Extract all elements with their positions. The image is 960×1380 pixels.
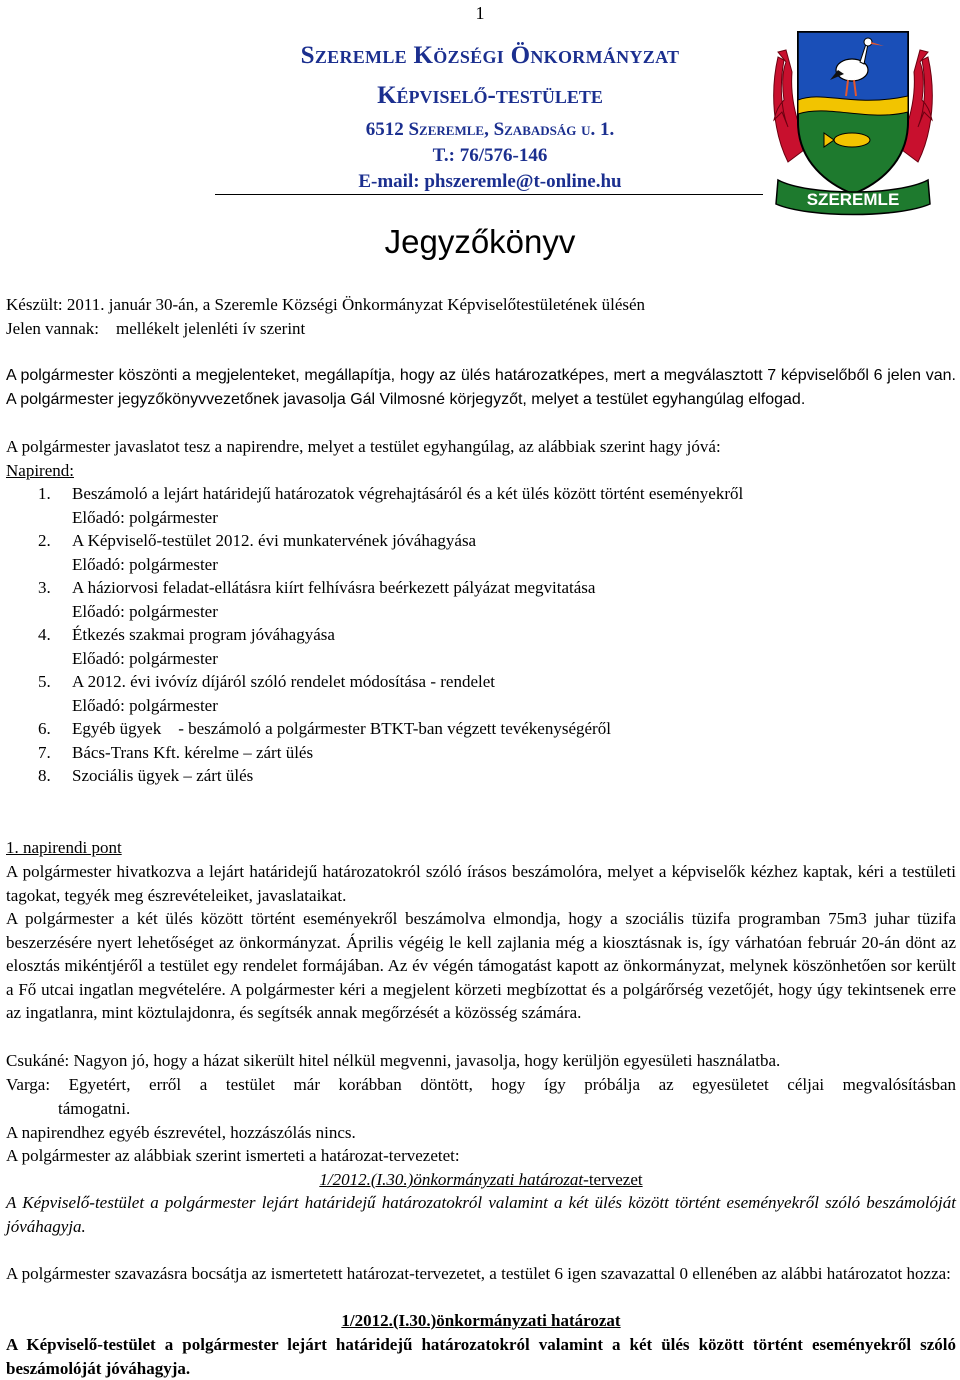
presenter: Előadó: polgármester xyxy=(72,507,218,527)
coat-of-arms-icon xyxy=(768,12,938,222)
comment-csukane: Csukáné: Nagyon jó, hogy a házat sikerült hitel nélkül megvenni, javasolja, hogy kerüljön egyesületi használatba. xyxy=(6,1051,781,1070)
section-paragraph-2: A polgármester a két ülés között történt eseményekről beszámolva elmondja, hogy a szociális tüzifa programban 75m3 juhar tüzifa beszerzésére nyert lehetőséget az önkormányzat. Április végéig le kell zajlania még a kiosztásnak is, így várhatóan február 20-án dönt az elosztás mikéntjéről a testület egy rendelet formájában. Az év végén támogatást kapott az önkormányzat, melynek köszönhetően sor került a Fő utcai ingatlan megvételére. A polgármester kéri a megjelent körzeti megbízottat és a polgárőrség vezetőjét, hogy úgy tekintsenek erre az ingatlanra, mint köztulajdonra, és segítsék annak megőrzését a közösség számára. xyxy=(6,909,956,1022)
draft-intro: A polgármester az alábbiak szerint ismerteti a határozat-tervezetet: xyxy=(6,1146,460,1165)
svg-text:SZEREMLE: SZEREMLE xyxy=(806,190,900,209)
presenter: Előadó: polgármester xyxy=(72,695,218,715)
page-number: 1 xyxy=(475,3,485,23)
comment-varga: Varga: Egyetért, erről a testület már korábban döntött, hogy így próbálja az egyesületet céljai megvalósításban xyxy=(6,1075,956,1094)
header-divider xyxy=(215,194,763,195)
document-title: Jegyzőkönyv xyxy=(384,223,576,260)
list-item: 7. Bács-Trans Kft. kérelme – zárt ülés xyxy=(38,742,314,762)
intro-present: Jelen vannak: mellékelt jelenléti ív szerint xyxy=(6,319,306,338)
list-item: 1. Beszámoló a lejárt határidejű határozatok végrehajtásáról és a két ülés között történt eseményekről Előadó: polgármester xyxy=(38,484,744,527)
resolution-title: 1/2012.(I.30.)önkormányzati határozat xyxy=(341,1311,621,1330)
org-address: 6512 Szeremle, Szabadság u. 1. xyxy=(365,119,615,140)
intro-prepared: Készült: 2011. január 30-án, a Szeremle Községi Önkormányzat Képviselőtestületének ülésén xyxy=(6,295,646,314)
draft-text: A Képviselő-testület a polgármester lejárt határidejű határozatokról valamint a két ülés között történt eseményekről szóló beszámolóját jóváhagyja. xyxy=(6,1193,956,1236)
section-heading: 1. napirendi pont xyxy=(6,838,122,857)
list-item: 3. A háziorvosi feladat-ellátásra kiírt felhívásra beérkezett pályázat megvitatása Előadó: polgármester xyxy=(38,578,596,621)
agenda-label: Napirend: xyxy=(6,461,74,480)
list-item: 4. Étkezés szakmai program jóváhagyása Előadó: polgármester xyxy=(38,625,335,668)
org-name-line1: Szeremle Községi Önkormányzat xyxy=(300,42,680,69)
presenter: Előadó: polgármester xyxy=(72,601,218,621)
org-email: E-mail: phszeremle@t-online.hu xyxy=(358,171,622,192)
section-paragraph-1: A polgármester hivatkozva a lejárt határidejű határozatokról szóló írásos beszámolóra, melyet a képviselők kézhez kaptak, kéri a testületi tagokat, tegyék meg észrevételeiket, javaslataikat. xyxy=(6,862,956,905)
comment-varga-cont: támogatni. xyxy=(58,1099,131,1118)
agenda-intro: A polgármester javaslatot tesz a napirendre, melyet a testület egyhangúlag, az alábbiak szerint hagy jóvá: xyxy=(6,437,721,456)
opening-paragraph: A polgármester köszönti a megjelenteket, megállapítja, hogy az ülés határozatképes, mert a megválasztott 7 képviselőből 6 jelen van. A polgármester jegyzőkönyvvezetőnek javasolja Gál Vilmosné körjegyzőt, melyet a testület egyhangúlag elfogad. xyxy=(6,367,956,408)
org-name-line2: Képviselő-testülete xyxy=(377,82,603,109)
presenter: Előadó: polgármester xyxy=(72,554,218,574)
agenda-list xyxy=(6,482,956,788)
list-item: 2. A Képviselő-testület 2012. évi munkatervének jóváhagyása Előadó: polgármester xyxy=(38,531,477,574)
no-comments: A napirendhez egyéb észrevétel, hozzászólás nincs. xyxy=(6,1123,356,1142)
org-phone: T.: 76/576-146 xyxy=(432,145,548,166)
list-item: 5. A 2012. évi ivóvíz díjáról szóló rendelet módosítása - rendelet Előadó: polgármester xyxy=(38,672,495,715)
list-item: 6. Egyéb ügyek - beszámoló a polgármester BTKT-ban végzett tevékenységéről xyxy=(38,719,611,738)
draft-title: 1/2012.(I.30.)önkormányzati határozat-tervezet xyxy=(319,1170,643,1189)
list-item: 8. Szociális ügyek – zárt ülés xyxy=(38,766,254,785)
presenter: Előadó: polgármester xyxy=(72,648,218,668)
resolution-text: A Képviselő-testület a polgármester lejárt határidejű határozatokról valamint a két ülés között történt eseményekről szóló beszámolóját jóváhagyja. xyxy=(6,1335,956,1378)
vote-paragraph: A polgármester szavazásra bocsátja az ismertetett határozat-tervezetet, a testület 6 igen szavazattal 0 ellenében az alábbi határozatot hozza: xyxy=(6,1264,951,1283)
